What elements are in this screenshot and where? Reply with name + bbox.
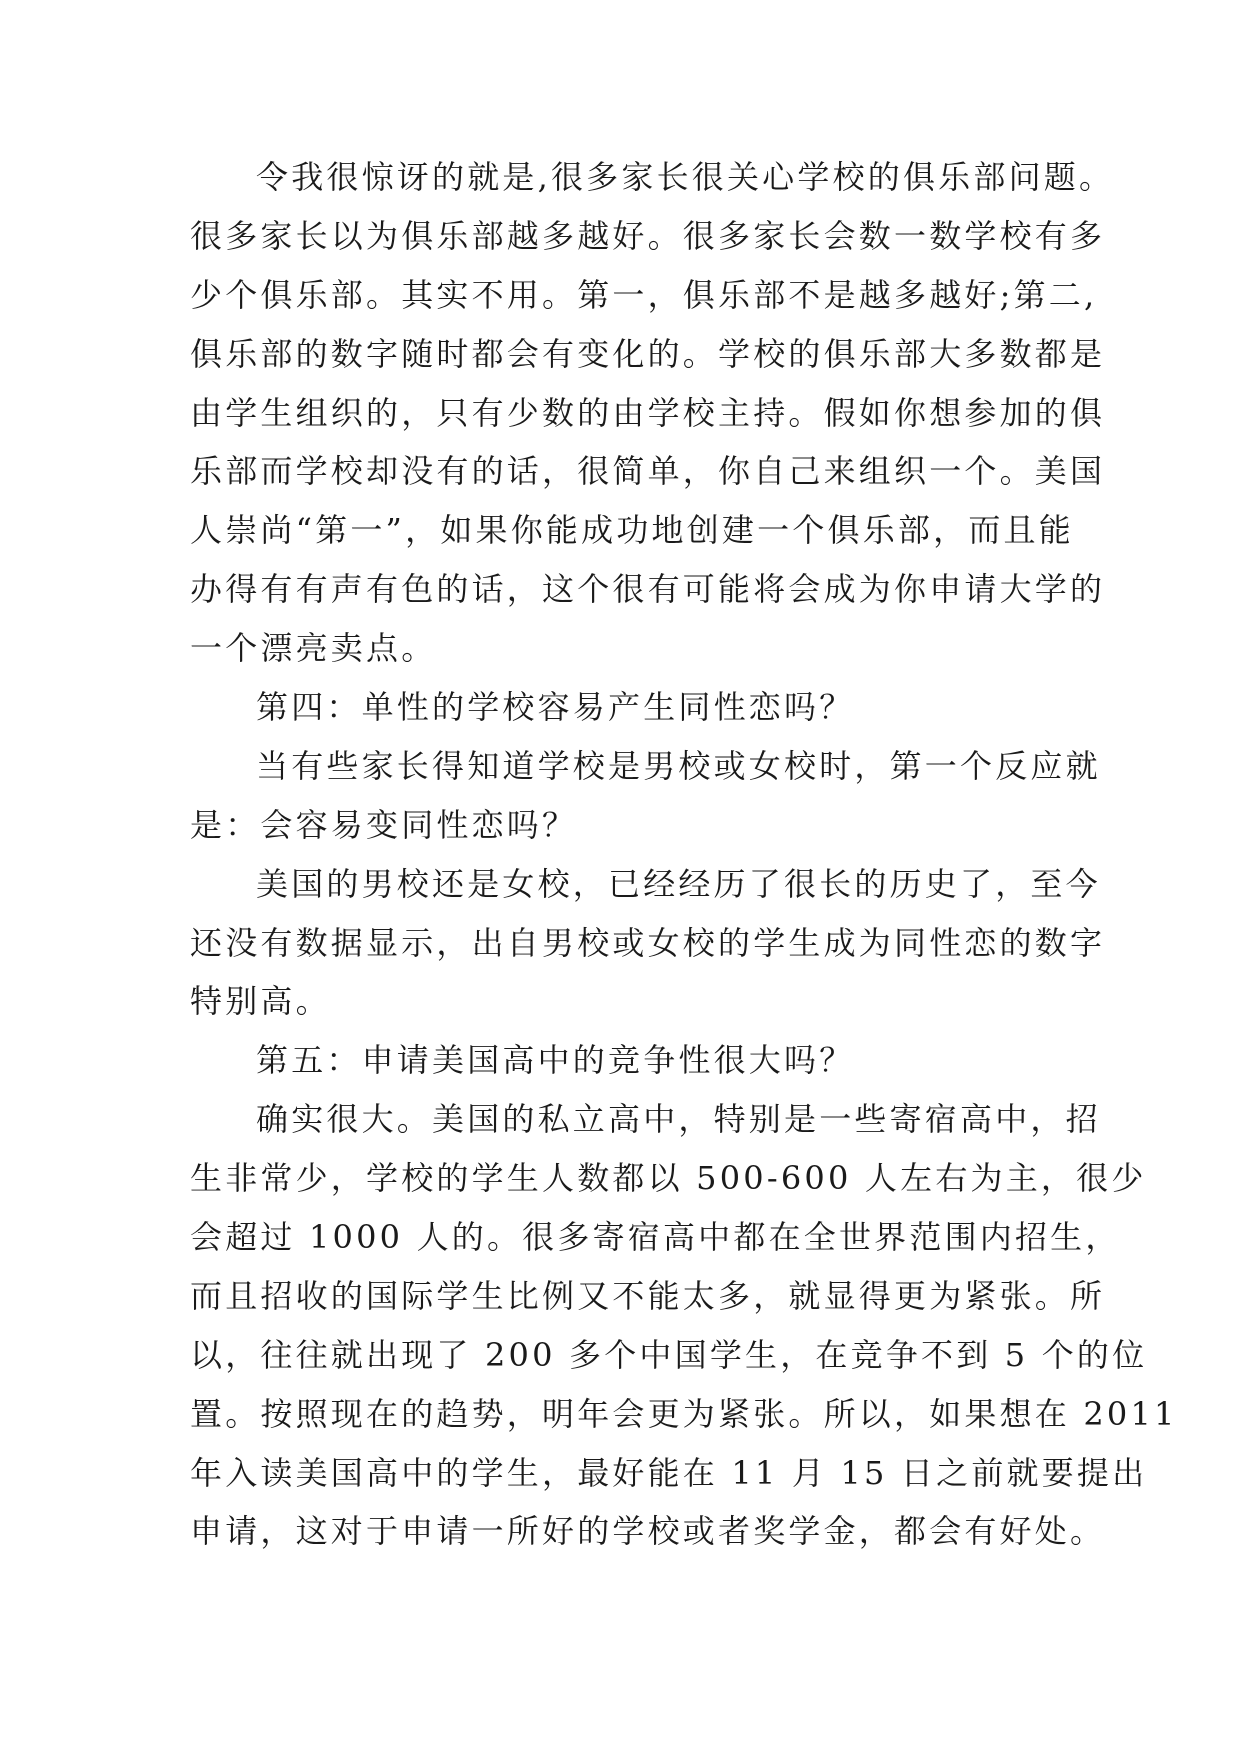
paragraph-line: 还没有数据显示，出自男校或女校的学生成为同性恋的数字 — [190, 923, 1106, 962]
paragraph-line: 生非常少，学校的学生人数都以 500-600 人左右为主，很少 — [190, 1159, 1147, 1198]
paragraph-line: 是：会容易变同性恋吗？ — [190, 805, 578, 844]
paragraph-line: 一个漂亮卖点。 — [190, 629, 437, 668]
paragraph-line: 确实很大。美国的私立高中，特别是一些寄宿高中，招 — [256, 1100, 1101, 1139]
paragraph-line: 乐部而学校却没有的话，很简单，你自己来组织一个。美国 — [190, 452, 1106, 491]
paragraph-line: 少个俱乐部。其实不用。第一，俱乐部不是越多越好;第二, — [190, 275, 1098, 314]
paragraph-line: 办得有有声有色的话，这个很有可能将会成为你申请大学的 — [190, 570, 1106, 609]
paragraph-line: 特别高。 — [190, 982, 331, 1021]
paragraph-line: 置。按照现在的趋势，明年会更为紧张。所以，如果想在 2011 — [190, 1394, 1178, 1433]
paragraph-line: 由学生组织的，只有少数的由学校主持。假如你想参加的俱 — [190, 393, 1106, 432]
paragraph-line: 人崇尚“第一”，如果你能成功地创建一个俱乐部，而且能 — [190, 511, 1074, 550]
document-body — [190, 148, 1178, 1561]
paragraph-line: 而且招收的国际学生比例又不能太多，就显得更为紧张。所 — [190, 1276, 1106, 1315]
paragraph-line: 俱乐部的数字随时都会有变化的。学校的俱乐部大多数都是 — [190, 334, 1106, 373]
paragraph-line: 年入读美国高中的学生，最好能在 11 月 15 日之前就要提出 — [190, 1453, 1148, 1492]
paragraph-line: 很多家长以为俱乐部越多越好。很多家长会数一数学校有多 — [190, 216, 1106, 255]
paragraph-line: 以，往往就出现了 200 多个中国学生，在竞争不到 5 个的位 — [190, 1335, 1148, 1374]
section-heading: 第五：申请美国高中的竞争性很大吗？ — [256, 1041, 855, 1080]
paragraph-line: 令我很惊讶的就是,很多家长很关心学校的俱乐部问题。 — [256, 158, 1115, 196]
paragraph-line: 美国的男校还是女校，已经经历了很长的历史了，至今 — [256, 864, 1101, 903]
paragraph-line: 申请，这对于申请一所好的学校或者奖学金，都会有好处。 — [190, 1512, 1106, 1551]
paragraph-line: 会超过 1000 人的。很多寄宿高中都在全世界范围内招生， — [190, 1218, 1121, 1257]
paragraph-line: 当有些家长得知道学校是男校或女校时，第一个反应就 — [256, 746, 1101, 785]
section-heading: 第四：单性的学校容易产生同性恋吗？ — [256, 688, 855, 727]
